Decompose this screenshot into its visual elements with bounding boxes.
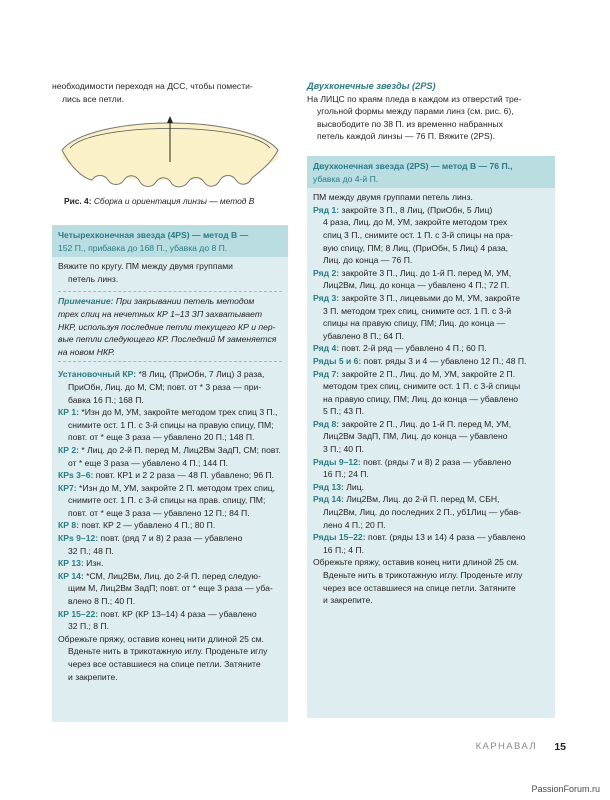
- row-text: влено 8 П.; 40 П.: [68, 596, 136, 607]
- row-text: 3 П.; 40 П.: [323, 444, 365, 455]
- row-text: повт. (ряды 13 и 14) 4 раза — убавлено: [365, 532, 526, 543]
- row-label: Ряд 14:: [313, 494, 344, 505]
- row-text: Изн.: [83, 558, 104, 569]
- instruction-row: [313, 292, 549, 342]
- row-text: Лиц.: [343, 481, 365, 492]
- note-line: на новом НКР.: [58, 346, 115, 357]
- instruction-row: [313, 368, 549, 418]
- instruction-row: [58, 444, 282, 469]
- row-text: от * еще 3 раза — убавлено 4 П.; 144 П.: [68, 457, 229, 468]
- row-label: Ряды 15–22:: [313, 532, 366, 543]
- row-text: повт. от * еще 3 раза — убавлено 12 П.; 84 П.: [68, 507, 250, 518]
- row-text: *8 Лиц, (ПриОбн, 7 Лиц) 3 раза,: [136, 369, 265, 380]
- instruction-row: [58, 608, 282, 633]
- note-line: При закрывании петель методом: [113, 296, 255, 307]
- row-text: повт. КР 2 — убавлено 4 П.; 80 П.: [79, 520, 216, 531]
- section-line: На ЛИЦС по краям пледа в каждом из отверстий тре-: [307, 93, 522, 104]
- instruction-row: [58, 482, 282, 520]
- finish-line: Вденьте нить в трикотажную иглу. Проденьте иглу: [68, 646, 268, 657]
- instruction-row: [313, 267, 549, 292]
- magazine-name: КАРНАВАЛ: [475, 741, 537, 752]
- instruction-row: [313, 342, 549, 355]
- instruction-row: [313, 531, 549, 556]
- row-label: КРs 3–6:: [58, 470, 94, 481]
- row-text: повт. КР (КР 13–14) 4 раза — убавлено: [98, 608, 257, 619]
- left-intro: [52, 80, 288, 105]
- intro-line: лись все петли.: [62, 93, 125, 104]
- row-label: Ряды 9–12:: [313, 456, 361, 467]
- row-text: закройте 3 П., 8 Лиц, (ПриОбн, 5 Лиц): [339, 204, 493, 215]
- section-line: угольной формы между парами линз (см. рис. 6),: [317, 106, 514, 117]
- note-label: Примечание:: [58, 296, 114, 307]
- row-label: Ряды 5 и 6:: [313, 355, 362, 366]
- panel-header: [52, 225, 288, 257]
- right-finish: [313, 556, 549, 606]
- row-label: Ряд 13:: [313, 481, 344, 492]
- instruction-row: [313, 204, 549, 267]
- row-text: 5 П.; 43 П.: [323, 406, 365, 417]
- row-text: бавка 16 П.; 168 П.: [68, 394, 144, 405]
- row-text: Лиц2Вм ЗадП, ПМ, Лиц. до конца — убавлено: [323, 431, 508, 442]
- instruction-row: [313, 493, 549, 531]
- panel-header-line: Двухконечная звезда (2PS) — метод B — 76 П.,: [313, 161, 513, 171]
- row-text: *СМ, Лиц2Вм, Лиц. до 2-й П. перед следую-: [83, 570, 261, 581]
- row-label: КР 14:: [58, 570, 84, 581]
- row-text: методом трех спиц, снимите ост. 1 П. с 3-й спицы: [323, 381, 521, 392]
- row-text: 32 П.; 8 П.: [68, 621, 110, 632]
- row-text: закройте 2 П., Лиц. до 1-й П. перед М, УМ,: [339, 418, 512, 429]
- row-text: повт. 2-й ряд — убавлено 4 П.; 60 П.: [339, 343, 487, 354]
- row-text: повт. (ряд 7 и 8) 2 раза — убавлено: [98, 533, 243, 544]
- row-text: спиц 3 П., снимите ост. 1 П. с 3-й спицы на пра-: [323, 229, 513, 240]
- row-label: КР 8:: [58, 520, 80, 531]
- section-line: высвободите по 38 П. из временно набранных: [317, 118, 503, 129]
- section-line: петель каждой линзы — 76 П. Вяжите (2PS).: [317, 131, 495, 142]
- four-point-star-panel: [52, 225, 288, 722]
- finish-line: Вденьте нить в трикотажную иглу. Проденьте иглу: [323, 570, 523, 580]
- row-text: Лиц2Вм, Лиц. до конца — убавлено 4 П.; 72 П.: [323, 280, 510, 291]
- row-text: лено 4 П.; 20 П.: [323, 519, 386, 530]
- caption-label: Рис. 4:: [64, 196, 92, 206]
- row-text: Лиц2Вм, Лиц. до последних 2 П., уб1Лиц — убав-: [323, 507, 522, 518]
- row-label: КР 1:: [58, 407, 80, 418]
- page-number: 15: [554, 741, 566, 753]
- instruction-row: [313, 418, 549, 456]
- row-text: 16 П.; 24 П.: [323, 469, 369, 480]
- instruction-row: [313, 481, 549, 494]
- row-text: повт. (ряды 7 и 8) 2 раза — убавлено: [360, 456, 512, 467]
- lens-assembly-illustration: [52, 108, 288, 198]
- row-text: вую спицу, ПМ; 8 Лиц, (ПриОбн, 5 Лиц) 4 раза,: [323, 242, 509, 253]
- row-label: Ряд 8:: [313, 418, 340, 429]
- row-text: снимите ост. 1 П. с 3-й спицы на прав. спицу, ПМ;: [68, 495, 266, 506]
- row-text: повт. ряды 3 и 4 — убавлено 12 П.; 48 П.: [361, 355, 527, 366]
- row-label: КР7:: [58, 482, 77, 493]
- row-text: ПриОбн, Лиц. до М, СМ; повт. от * 3 раза — при-: [68, 381, 262, 392]
- row-text: 4 раза, Лиц. до М, УМ, закройте методом трех: [323, 217, 508, 228]
- left-finish: [58, 633, 282, 683]
- row-text: *Изн до М, УМ, закройте 2 П. методом трех спиц,: [76, 482, 276, 493]
- row-text: Лиц2Вм, Лиц. до 2-й П. перед М, СБН,: [343, 494, 500, 505]
- row-label: КРs 9–12:: [58, 533, 99, 544]
- row-label: КР 15–22:: [58, 608, 99, 619]
- row-text: 32 П.; 48 П.: [68, 545, 114, 556]
- panel-intro-line: Вяжите по кругу. ПМ между двумя группами: [58, 261, 233, 272]
- instruction-row: [313, 456, 549, 481]
- instruction-row: [58, 570, 282, 608]
- row-text: спицы на правую спицу, ПМ; Лиц. до конца —: [323, 318, 506, 329]
- row-text: убавлено 8 П.; 64 П.: [323, 330, 404, 341]
- section-title: Двухконечные звезды (2PS): [307, 81, 436, 91]
- caption-text: Сборка и ориентация линзы — метод B: [91, 196, 255, 206]
- row-text: *Изн до М, УМ, закройте методом трех спиц 3 П.,: [79, 407, 278, 418]
- row-text: повт. КР1 и 2 2 раза — 48 П. убавлено; 96 П.: [93, 470, 275, 481]
- watermark: PassionForum.ru: [531, 784, 600, 794]
- panel-header-line: убавка до 4-й П.: [313, 173, 379, 184]
- two-point-star-section: [307, 80, 555, 143]
- row-text: повт. от * еще 3 раза — убавлено 20 П.; 148 П.: [68, 432, 255, 443]
- note-line: вые петли следующего КР. Последний М заменяется: [58, 334, 277, 345]
- row-label: Ряд 2:: [313, 267, 340, 278]
- finish-line: Обрежьте пряжу, оставив конец нити длиной 25 см.: [58, 633, 264, 644]
- row-text: 16 П.; 4 П.: [323, 544, 365, 555]
- instruction-row: [58, 557, 282, 570]
- row-label: Ряд 7:: [313, 368, 340, 379]
- note-block: [58, 291, 282, 362]
- instruction-row: [58, 406, 282, 444]
- panel-intro-line: ПМ между двумя группами петель линз.: [313, 192, 473, 203]
- row-label: Ряд 4:: [313, 343, 340, 354]
- panel-header-line: Четырехконечная звезда (4PS) — метод B —: [58, 230, 249, 240]
- instruction-row: [313, 355, 549, 368]
- finish-line: через все оставшиеся на спице петли. Затяните: [323, 582, 516, 593]
- intro-line: необходимости переходя на ДСС, чтобы помести-: [52, 81, 253, 91]
- finish-line: и закрепите.: [68, 671, 118, 682]
- row-text: * Лиц. до 2-й П. перед М, Лиц2Вм ЗадП, СМ; повт.: [79, 444, 281, 455]
- row-label: Ряд 3:: [313, 292, 340, 303]
- row-text: закройте 2 П., Лиц. до М, УМ, закройте 2 П.: [339, 368, 516, 379]
- row-label: КР 13:: [58, 558, 84, 569]
- finish-line: Обрежьте пряжу, оставив конец нити длиной 25 см.: [313, 557, 519, 568]
- finish-line: через все оставшиеся на спице петли. Затяните: [68, 659, 261, 669]
- row-text: закройте 3 П., Лиц. до 1-й П. перед М, УМ,: [339, 267, 512, 278]
- figure-caption: [64, 196, 284, 206]
- instruction-row: [58, 532, 282, 557]
- panel-intro-line: петель линз.: [68, 273, 119, 284]
- note-line: НКР, используя последние петли текущего КР и пер-: [58, 321, 276, 332]
- row-label: Установочный КР:: [58, 369, 137, 380]
- two-point-star-panel: [307, 156, 555, 718]
- row-text: на правую спицу, ПМ; Лиц. до конца — убавлено: [323, 393, 518, 404]
- instruction-row: [58, 368, 282, 406]
- row-text: щим М, Лиц2Вм ЗадП; повт. от * еще 3 раза — уба-: [68, 583, 273, 594]
- row-text: закройте 3 П., лицевыми до М, УМ, закройте: [339, 292, 521, 303]
- row-text: Лиц. до конца — 76 П.: [323, 255, 413, 266]
- panel-header: [307, 156, 555, 188]
- lens-figure: [52, 108, 288, 198]
- row-text: 3 П. методом трех спиц, снимите ост. 1 П. с 3-й: [323, 305, 512, 316]
- finish-line: и закрепите.: [323, 595, 373, 606]
- panel-header-line: 152 П., прибавка до 168 П., убавка до 8 П.: [58, 242, 228, 253]
- left-row-list: [58, 368, 282, 632]
- row-label: Ряд 1:: [313, 204, 340, 215]
- right-row-list: [313, 204, 549, 557]
- row-text: снимите ост. 1 П. с 3-й спицы на правую спицу, ПМ;: [68, 419, 274, 430]
- row-label: КР 2:: [58, 444, 80, 455]
- instruction-row: [58, 469, 282, 482]
- instruction-row: [58, 519, 282, 532]
- note-line: трех спиц на нечетных КР 1–13 ЗП захватывает: [58, 308, 263, 319]
